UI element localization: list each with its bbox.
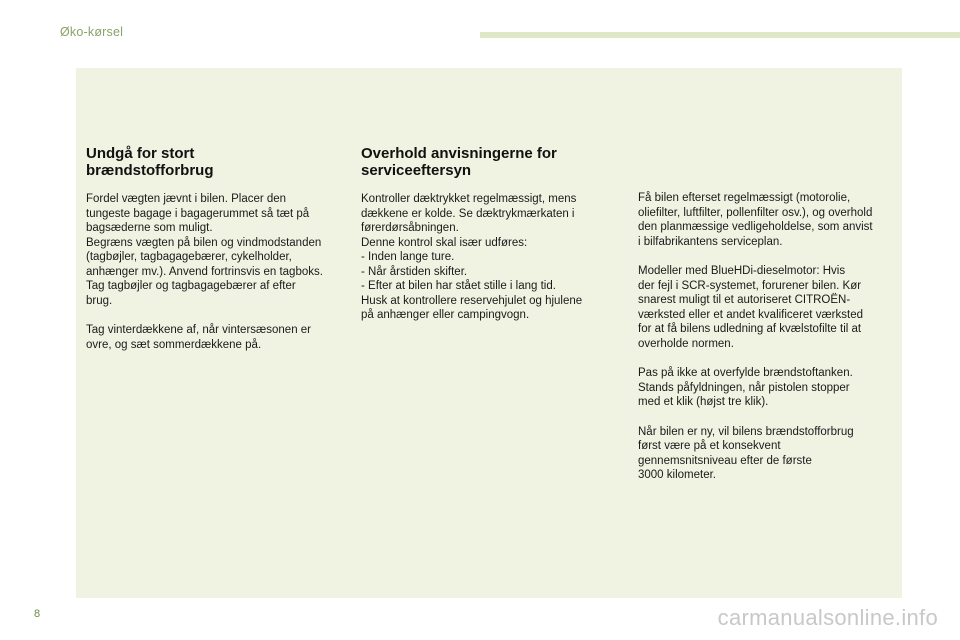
paragraph-winter-tyres: Tag vinterdækkene af, når vintersæsonen er ovre, og sæt sommerdækkene på. (86, 324, 312, 351)
heading-service: Overhold anvisningerne for serviceeftersyn (361, 145, 557, 179)
section-title: Øko-kørsel (60, 25, 124, 39)
paragraph-bluehdi: Modeller med BlueHDi-dieselmotor: Hvis der fejl i SCR-systemet, forurener bilen. Kør snarest muligt til et autoriseret CITROËN- værksted eller et andet kvalificeret værksted for at få bilens udledning af kvælstofilte til at overholde normen. (638, 265, 863, 350)
page-number: 8 (34, 608, 41, 620)
watermark: carmanualsonline.info (717, 605, 938, 630)
paragraph-tyre-pressure: Kontroller dæktrykket regelmæssigt, mens dækkene er kolde. Se dæktrykmærkaten i førerdørsåbningen. Denne kontrol skal især udføres: - Inden lange ture. - Når årstiden skifter. - Efter at bilen har stået stille i lang tid. Husk at kontrollere reservehjulet og hjulene på anhænger eller campingvogn. (361, 193, 583, 321)
paragraph-new-car: Når bilen er ny, vil bilens brændstofforbrug først være på et konsekvent gennemsnitsniveau efter de første 3000 kilometer. (638, 425, 854, 481)
column-right (638, 191, 904, 483)
column-middle (361, 145, 611, 323)
paragraph-weight: Fordel vægten jævnt i bilen. Placer den tungeste bagage i bagagerummet så tæt på bagsæderne som muligt. Begræns vægten på bilen og vindmodstanden (tagbøjler, tagbagagebærer, cykelholder, anhænger mv.). Anvend fortrinsvis en tagboks. Tag tagbøjler og tagbagagebærer af efter brug. (86, 193, 323, 307)
heading-fuel-consumption: Undgå for stort brændstofforbrug (86, 145, 214, 179)
paragraph-fuel-tank: Pas på ikke at overfylde brændstoftanken. Stands påfyldningen, når pistolen stopper med et klik (højst tre klik). (638, 367, 853, 408)
paragraph-service-schedule: Få bilen efterset regelmæssigt (motorolie, oliefilter, luftfilter, pollenfilter osv.), og overhold den planmæssige vedligeholdelse, som anvist i bilfabrikantens serviceplan. (638, 192, 873, 248)
column-left (86, 145, 344, 352)
header-bar (480, 32, 960, 38)
